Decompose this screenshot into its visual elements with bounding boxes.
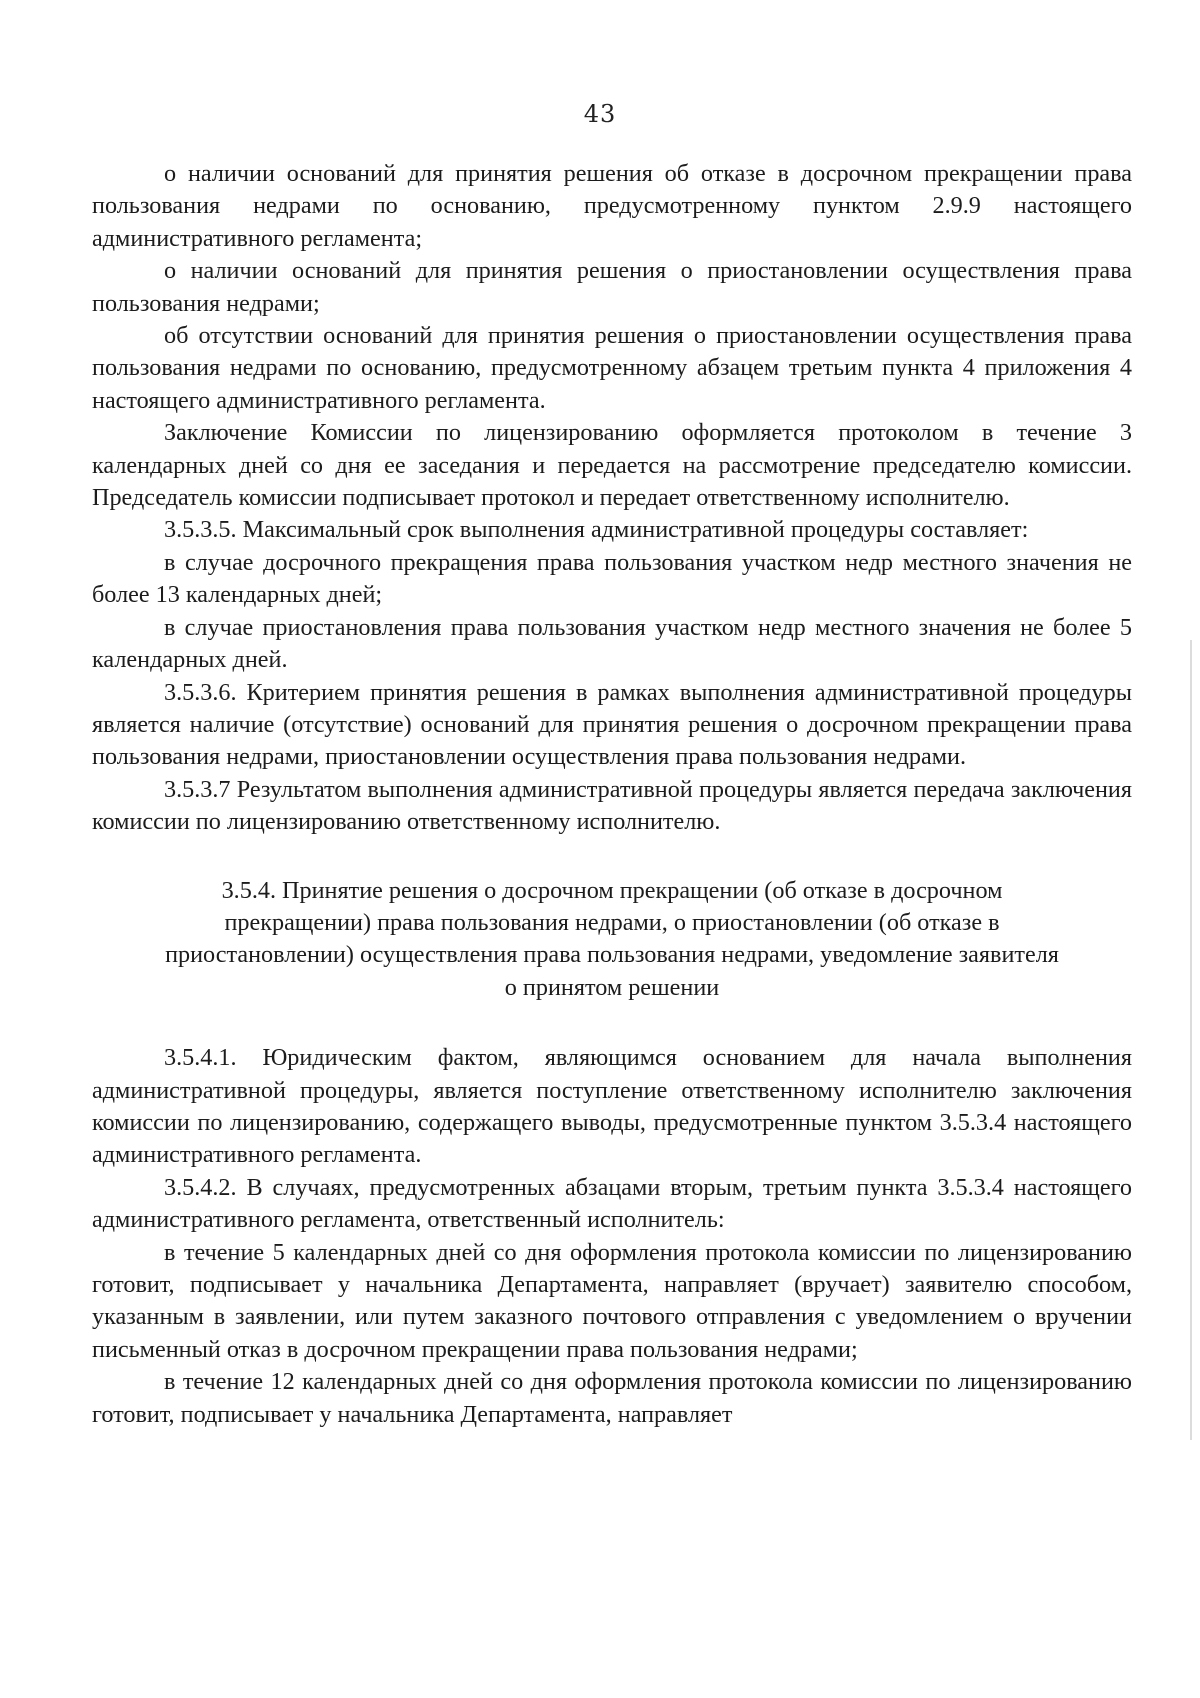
- paragraph-3-5-3-7: 3.5.3.7 Результатом выполнения административной процедуры является передача заключения комиссии по лицензированию ответственному исполнителю.: [92, 775, 1132, 836]
- paragraph-suspension-term: в случае приостановления права пользования участком недр местного значения не более 5 календарных дней.: [92, 613, 1132, 674]
- document-body: [92, 158, 1132, 1431]
- paragraph-early-termination-term: в случае досрочного прекращения права пользования участком недр местного значения не более 13 календарных дней;: [92, 548, 1132, 609]
- paragraph-3-5-4-2: 3.5.4.2. В случаях, предусмотренных абзацами вторым, третьим пункта 3.5.3.4 настоящего административного регламента, ответственный исполнитель:: [92, 1173, 1132, 1234]
- section-heading-3-5-4: 3.5.4. Принятие решения о досрочном прекращении (об отказе в досрочном прекращении) права пользования недрами, о приостановлении (об отказе в приостановлении) осуществления права пользования недрами, уведомление заявителя о принятом решении: [165, 876, 1059, 1001]
- paragraph-3-5-3-6: 3.5.3.6. Критерием принятия решения в рамках выполнения административной процедуры является наличие (отсутствие) оснований для принятия решения о досрочном прекращении права пользования недрами, приостановлении осуществления права пользования недрами.: [92, 678, 1132, 771]
- paragraph-commission-conclusion: Заключение Комиссии по лицензированию оформляется протоколом в течение 3 календарных дней со дня ее заседания и передается на рассмотрение председателю комиссии. Председатель комиссии подписывает протокол и передает ответственному исполнителю.: [92, 419, 1132, 512]
- paragraph-grounds-suspension: о наличии оснований для принятия решения о приостановлении осуществления права пользования недрами;: [92, 257, 1132, 317]
- paragraph-no-grounds-suspension: об отсутствии оснований для принятия решения о приостановлении осуществления права пользования недрами по основанию, предусмотренному абзацем третьим пункта 4 приложения 4 настоящего административного регламента.: [92, 322, 1132, 414]
- scan-edge-line: [1190, 640, 1192, 1440]
- paragraph-grounds-refusal-termination: о наличии оснований для принятия решения об отказе в досрочном прекращении права пользования недрами по основанию, предусмотренному пунктом 2.9.9 настоящего административного регламента;: [92, 160, 1132, 252]
- paragraph-3-5-4-1: 3.5.4.1. Юридическим фактом, являющимся основанием для начала выполнения административной процедуры, является поступление ответственному исполнителю заключения комиссии по лицензированию, содержащего выводы, предусмотренные пунктом 3.5.3.4 настоящего административного регламента.: [92, 1044, 1132, 1169]
- page-number: 43: [583, 100, 617, 128]
- paragraph-5-days-refusal: в течение 5 календарных дней со дня оформления протокола комиссии по лицензированию готовит, подписывает у начальника Департамента, направляет (вручает) заявителю способом, указанным в заявлении, или путем заказного почтового отправления с уведомлением о вручении письменный отказ в досрочном прекращении права пользования недрами;: [92, 1238, 1132, 1363]
- paragraph-12-days: в течение 12 календарных дней со дня оформления протокола комиссии по лицензированию готовит, подписывает у начальника Департамента, направляет: [92, 1368, 1132, 1428]
- paragraph-3-5-3-5: 3.5.3.5. Максимальный срок выполнения административной процедуры составляет:: [164, 516, 1029, 544]
